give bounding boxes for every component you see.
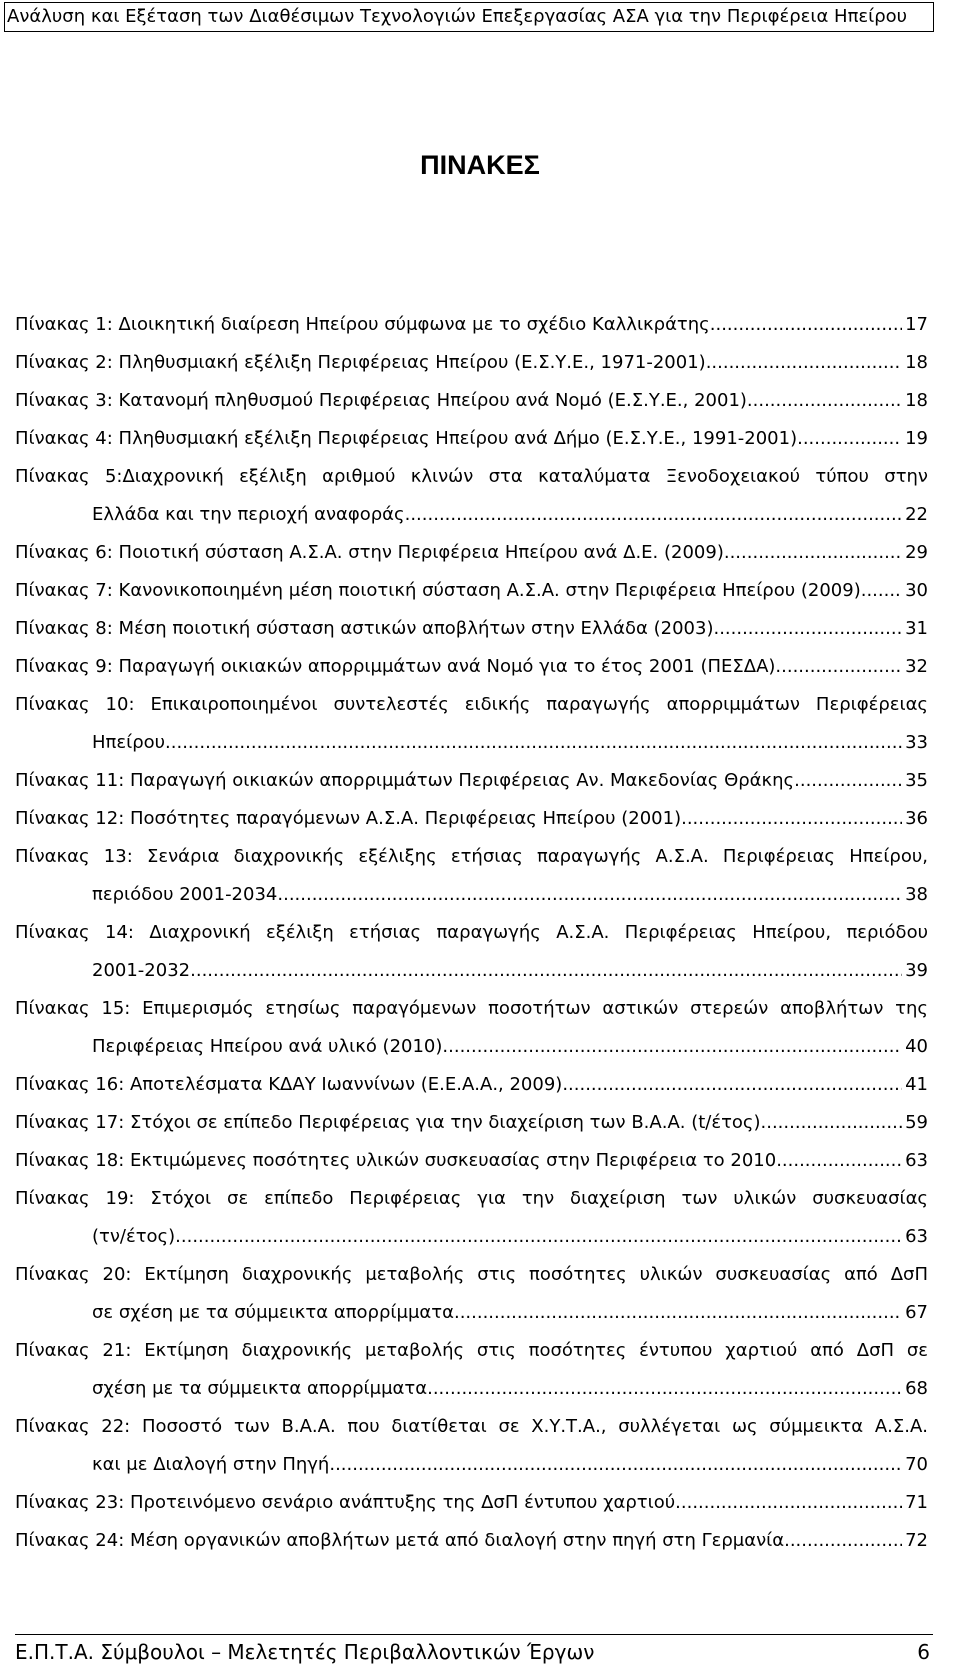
footer-divider: [15, 1634, 933, 1635]
toc-entry-text: Πίνακας 23: Προτεινόμενο σενάριο ανάπτυξης της ΔσΠ έντυπου χαρτιού: [15, 1492, 676, 1513]
toc-entry-text: Πίνακας 2: Πληθυσμιακή εξέλιξη Περιφέρειας Ηπείρου (Ε.Σ.Υ.Ε., 1971-2001): [15, 352, 706, 373]
toc-entry-text: Πίνακας 10: Επικαιροποιημένοι συντελεστές ειδικής παραγωγής απορριμμάτων Περιφέρειας: [15, 694, 928, 715]
toc-entry-text: Πίνακας 12: Ποσότητες παραγόμενων Α.Σ.Α. Περιφέρειας Ηπείρου (2001): [15, 808, 682, 829]
toc-entry-text: Πίνακας 24: Μέση οργανικών αποβλήτων μετά από διαλογή στην πηγή στη Γερμανία: [15, 1530, 785, 1551]
toc-entry[interactable]: [15, 1142, 928, 1180]
toc-entry[interactable]: [15, 1408, 928, 1484]
toc-entry-text: Πίνακας 16: Αποτελέσματα ΚΔΑΥ Ιωαννίνων (Ε.Ε.Α.Α., 2009): [15, 1074, 563, 1095]
toc-entry-text: και με Διαλογή στην Πηγή: [92, 1454, 330, 1475]
toc-entry[interactable]: [15, 914, 928, 990]
toc-entry[interactable]: [15, 1484, 928, 1522]
toc-entry[interactable]: [15, 534, 928, 572]
toc-page-number: 30: [905, 580, 928, 601]
toc-entry-text: σχέση με τα σύμμεικτα απορρίμματα: [92, 1378, 428, 1399]
toc-page-number: 33: [905, 732, 928, 753]
toc-entry[interactable]: [15, 306, 928, 344]
toc-entry-text: (τν/έτος): [92, 1226, 176, 1247]
toc-entry-text: Πίνακας 21: Εκτίμηση διαχρονικής μεταβολής στις ποσότητες έντυπου χαρτιού από ΔσΠ σε: [15, 1340, 928, 1361]
toc-page-number: 72: [905, 1530, 928, 1551]
toc-entry[interactable]: [15, 1256, 928, 1332]
toc-page-number: 70: [905, 1454, 928, 1475]
dot-leader: [675, 1484, 902, 1522]
toc-entry-text: Πίνακας 8: Μέση ποιοτική σύσταση αστικών αποβλήτων στην Ελλάδα (2003): [15, 618, 714, 639]
toc-entry[interactable]: [15, 1104, 928, 1142]
toc-entry-text: Πίνακας 20: Εκτίμηση διαχρονικής μεταβολής στις ποσότητες υλικών συσκευασίας από ΔσΠ: [15, 1264, 928, 1285]
toc-page-number: 39: [905, 960, 928, 981]
toc-entry[interactable]: [15, 572, 928, 610]
toc-entry[interactable]: [15, 1522, 928, 1560]
toc-page-number: 32: [905, 656, 928, 677]
toc-entry-text: Ηπείρου: [92, 732, 166, 753]
toc-entry-text: Πίνακας 7: Κανονικοποιημένη μέση ποιοτική σύσταση Α.Σ.Α. στην Περιφέρεια Ηπείρου (2009).: [15, 580, 867, 601]
toc-entry[interactable]: [15, 420, 928, 458]
dot-leader: [794, 762, 902, 800]
dot-leader: [761, 1104, 903, 1142]
toc-entry-text: Ελλάδα και την περιοχή αναφοράς: [92, 504, 405, 525]
toc-page-number: 18: [905, 352, 928, 373]
toc-entry-text: Πίνακας 5:Διαχρονική εξέλιξη αριθμού κλινών στα καταλύματα Ξενοδοχειακού τύπου στην: [15, 466, 928, 487]
dot-leader: [710, 306, 902, 344]
toc-page-number: 18: [905, 390, 928, 411]
table-of-tables: [15, 306, 928, 1560]
toc-entry-text: Πίνακας 14: Διαχρονική εξέλιξη ετήσιας παραγωγής Α.Σ.Α. Περιφέρειας Ηπείρου, περιόδου: [15, 922, 928, 943]
footer-page-number: 6: [917, 1640, 930, 1664]
toc-page-number: 38: [905, 884, 928, 905]
toc-entry-text: Πίνακας 17: Στόχοι σε επίπεδο Περιφέρειας για την διαχείριση των Β.Α.Α. (t/έτος): [15, 1112, 761, 1133]
dot-leader: [405, 496, 902, 534]
toc-entry-text: Πίνακας 22: Ποσοστό των Β.Α.Α. που διατίθεται σε Χ.Υ.Τ.Α., συλλέγεται ως σύμμεικτα Α.Σ.Α.: [15, 1416, 928, 1437]
dot-leader: [724, 534, 902, 572]
dot-leader: [706, 344, 902, 382]
toc-entry[interactable]: [15, 762, 928, 800]
toc-page-number: 63: [905, 1226, 928, 1247]
toc-entry-text: 2001-2032: [92, 960, 191, 981]
dot-leader: [175, 1218, 902, 1256]
toc-entry[interactable]: [15, 990, 928, 1066]
toc-page-number: 36: [905, 808, 928, 829]
toc-entry-text: περιόδου 2001-2034: [92, 884, 278, 905]
dot-leader: [165, 724, 902, 762]
toc-entry-text: Πίνακας 1: Διοικητική διαίρεση Ηπείρου σύμφωνα με το σχέδιο Καλλικράτης: [15, 314, 710, 335]
toc-entry-text: Πίνακας 15: Επιμερισμός ετησίως παραγόμενων ποσοτήτων αστικών στερεών αποβλήτων της: [15, 998, 928, 1019]
dot-leader: [775, 648, 902, 686]
toc-entry[interactable]: [15, 344, 928, 382]
toc-entry[interactable]: [15, 838, 928, 914]
toc-entry[interactable]: [15, 1066, 928, 1104]
dot-leader: [329, 1446, 902, 1484]
dot-leader: [562, 1066, 902, 1104]
toc-entry-text: Πίνακας 6: Ποιοτική σύσταση Α.Σ.Α. στην Περιφέρεια Ηπείρου ανά Δ.Ε. (2009): [15, 542, 724, 563]
dot-leader: [776, 1142, 902, 1180]
toc-entry[interactable]: [15, 610, 928, 648]
toc-page-number: 71: [905, 1492, 928, 1513]
dot-leader: [454, 1294, 902, 1332]
toc-page-number: 31: [905, 618, 928, 639]
toc-entry-text: Πίνακας 3: Κατανομή πληθυσμού Περιφέρειας Ηπείρου ανά Νομό (Ε.Σ.Υ.Ε., 2001): [15, 390, 747, 411]
toc-page-number: 35: [905, 770, 928, 791]
footer-text: Ε.Π.Τ.Α. Σύμβουλοι – Μελετητές Περιβαλλοντικών Έργων: [15, 1640, 595, 1664]
toc-page-number: 22: [905, 504, 928, 525]
dot-leader: [866, 572, 902, 610]
dot-leader: [747, 382, 902, 420]
toc-page-number: 63: [905, 1150, 928, 1171]
toc-entry[interactable]: [15, 382, 928, 420]
dot-leader: [277, 876, 902, 914]
toc-page-number: 41: [905, 1074, 928, 1095]
toc-entry-text: Πίνακας 19: Στόχοι σε επίπεδο Περιφέρειας για την διαχείριση των υλικών συσκευασίας: [15, 1188, 928, 1209]
running-header: Ανάλυση και Εξέταση των Διαθέσιμων Τεχνολογιών Επεξεργασίας ΑΣΑ για την Περιφέρεια Ηπείρου: [4, 2, 934, 32]
toc-entry[interactable]: [15, 648, 928, 686]
toc-entry[interactable]: [15, 686, 928, 762]
toc-entry[interactable]: [15, 1180, 928, 1256]
dot-leader: [681, 800, 902, 838]
toc-entry[interactable]: [15, 1332, 928, 1408]
dot-leader: [784, 1522, 902, 1560]
toc-page-number: 67: [905, 1302, 928, 1323]
toc-page-number: 17: [905, 314, 928, 335]
toc-page-number: 68: [905, 1378, 928, 1399]
toc-entry-text: Περιφέρειας Ηπείρου ανά υλικό (2010): [92, 1036, 443, 1057]
toc-entry-text: σε σχέση με τα σύμμεικτα απορρίμματα: [92, 1302, 454, 1323]
toc-page-number: 40: [905, 1036, 928, 1057]
dot-leader: [713, 610, 902, 648]
dot-leader: [442, 1028, 902, 1066]
dot-leader: [190, 952, 902, 990]
toc-entry-text: Πίνακας 9: Παραγωγή οικιακών απορριμμάτων ανά Νομό για το έτος 2001 (ΠΕΣΔΑ): [15, 656, 776, 677]
toc-entry-text: Πίνακας 11: Παραγωγή οικιακών απορριμμάτων Περιφέρειας Αν. Μακεδονίας Θράκης: [15, 770, 795, 791]
toc-entry-text: Πίνακας 18: Εκτιμώμενες ποσότητες υλικών συσκευασίας στην Περιφέρεια το 2010: [15, 1150, 777, 1171]
dot-leader: [797, 420, 902, 458]
toc-entry[interactable]: [15, 800, 928, 838]
toc-entry-text: Πίνακας 4: Πληθυσμιακή εξέλιξη Περιφέρειας Ηπείρου ανά Δήμο (Ε.Σ.Υ.Ε., 1991-2001): [15, 428, 798, 449]
toc-entry-text: Πίνακας 13: Σενάρια διαχρονικής εξέλιξης ετήσιας παραγωγής Α.Σ.Α. Περιφέρειας Ηπείρου,: [15, 846, 928, 867]
toc-entry[interactable]: [15, 458, 928, 534]
dot-leader: [427, 1370, 902, 1408]
toc-page-number: 59: [905, 1112, 928, 1133]
page-title: ΠΙΝΑΚΕΣ: [420, 150, 540, 180]
toc-page-number: 19: [905, 428, 928, 449]
toc-page-number: 29: [905, 542, 928, 563]
